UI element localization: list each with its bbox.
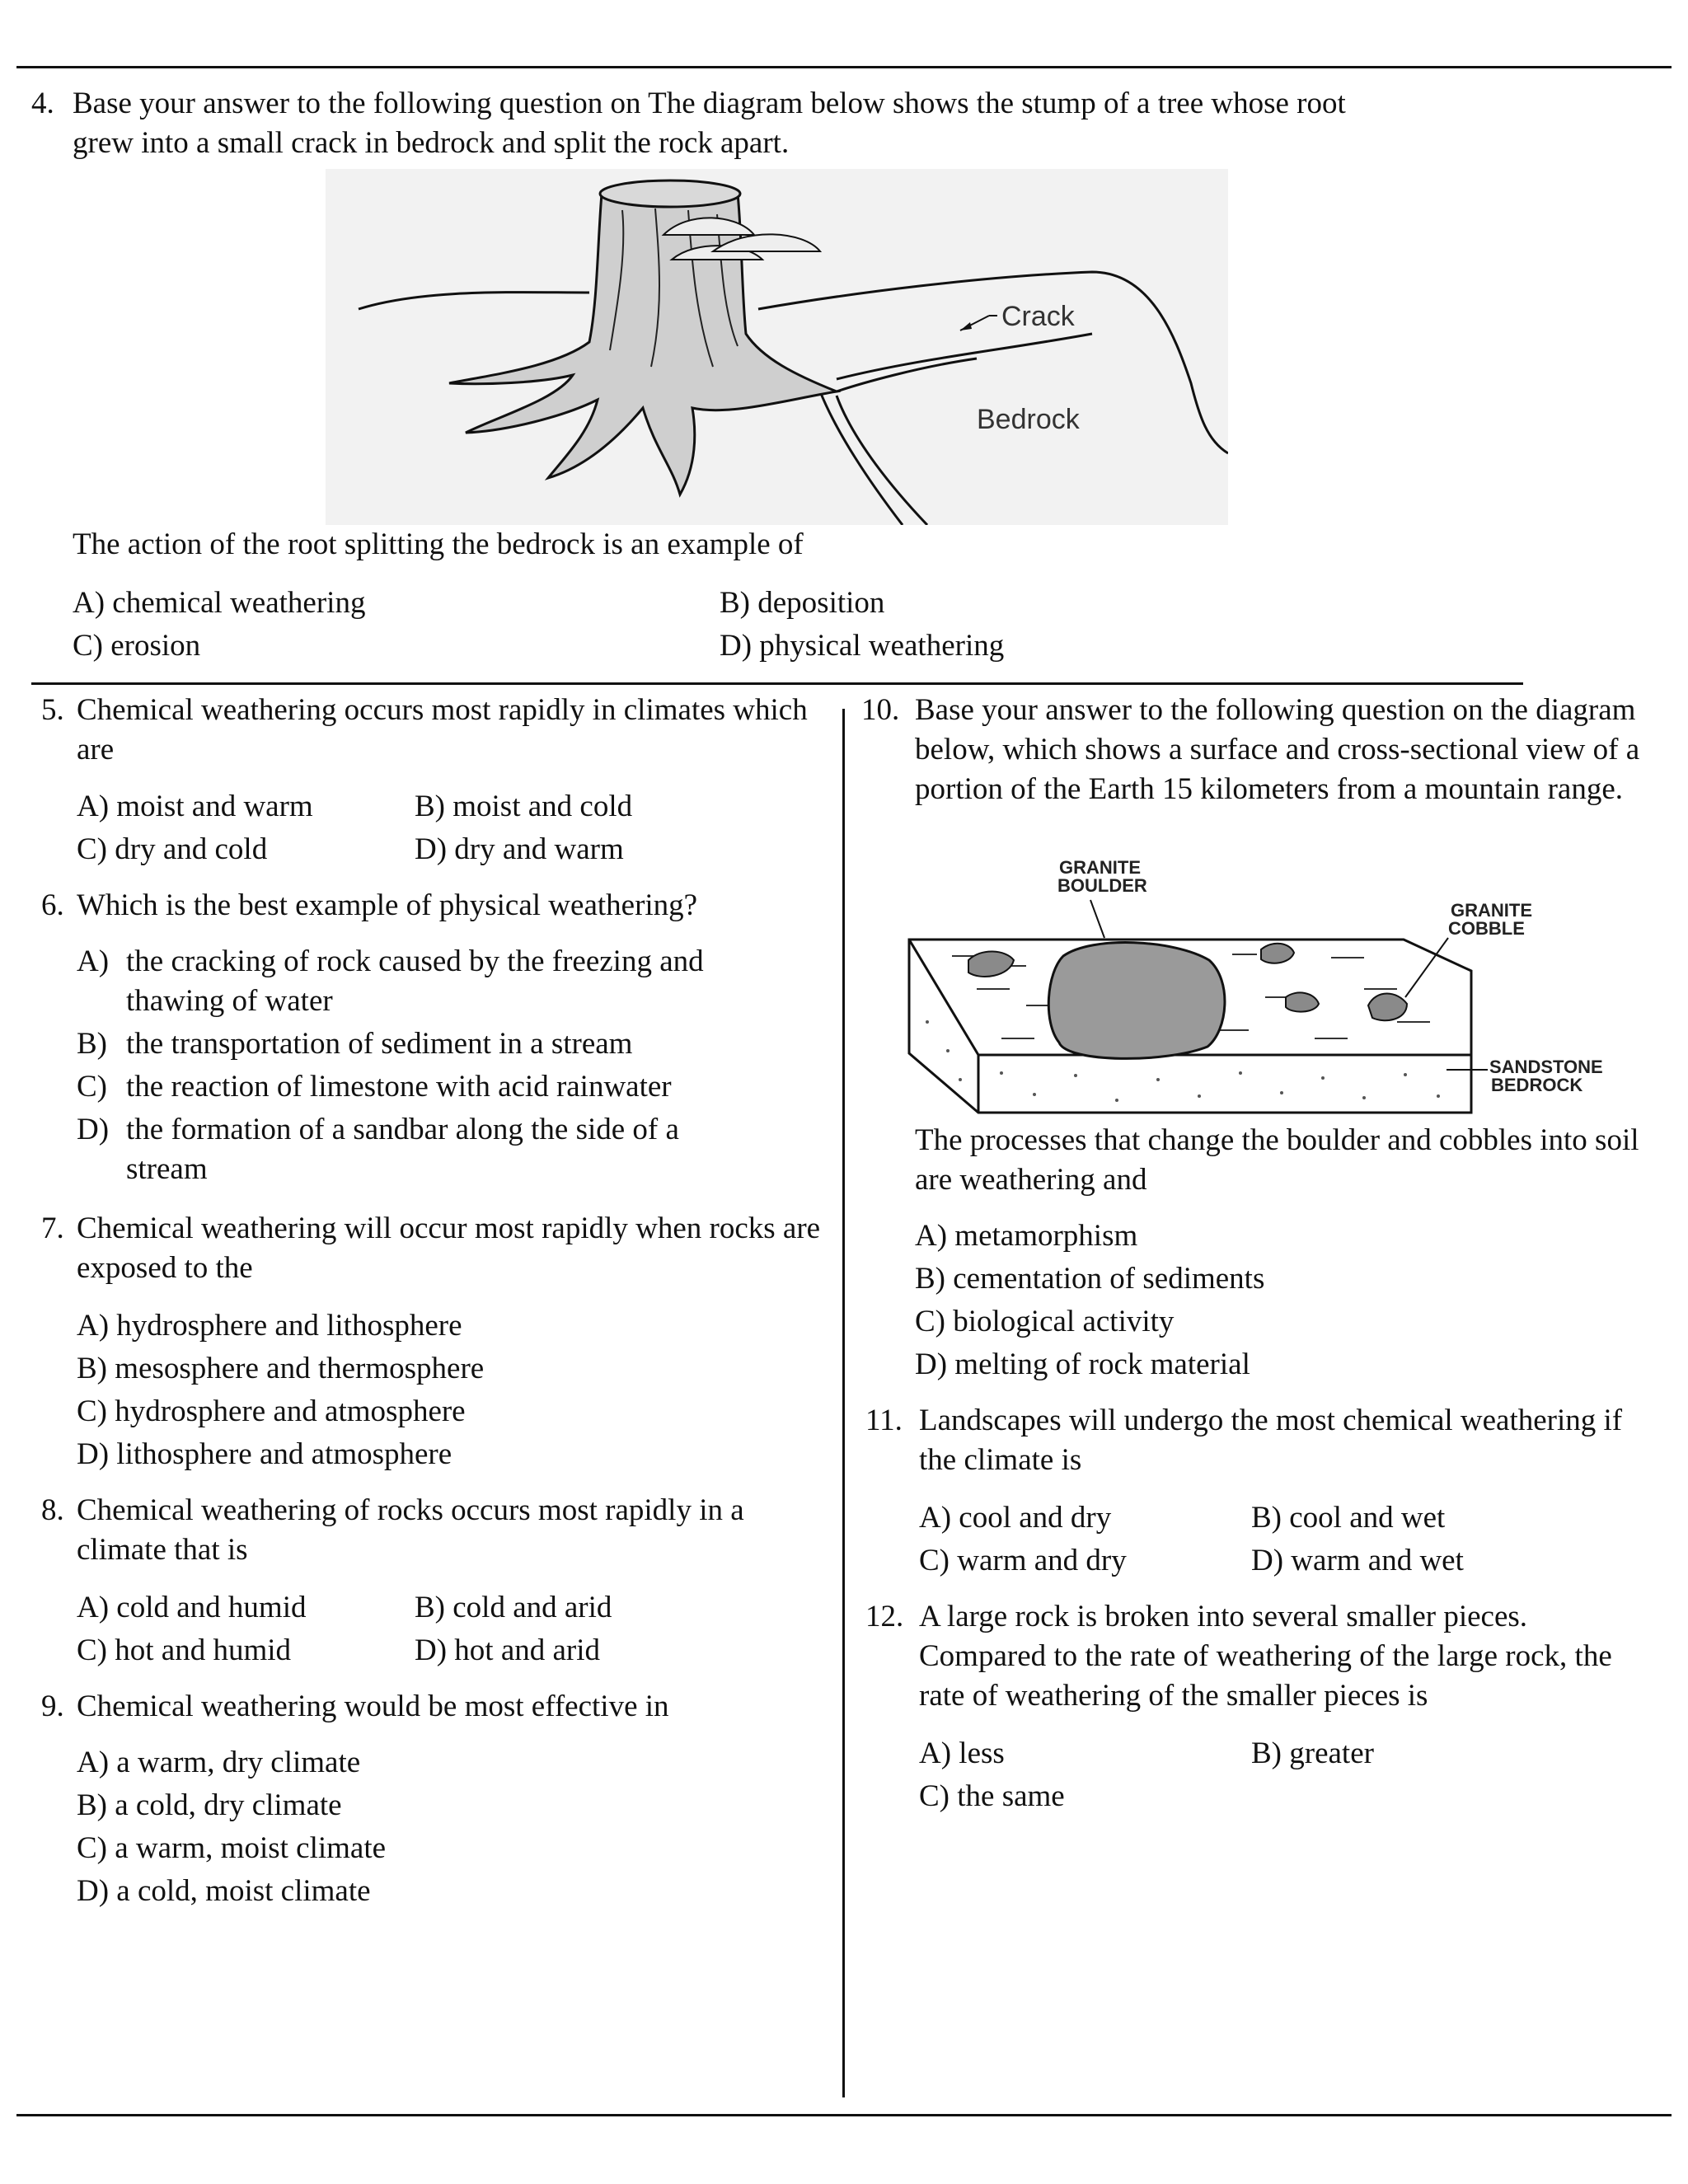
option-letter: A) bbox=[77, 1309, 110, 1343]
answer-option[interactable] bbox=[720, 626, 1004, 666]
option-text: erosion bbox=[110, 629, 201, 663]
granite-boulder-label: GRANITE bbox=[1059, 857, 1141, 878]
answer-option[interactable] bbox=[77, 1786, 342, 1825]
option-letter: C) bbox=[919, 1779, 950, 1813]
option-text: moist and cold bbox=[452, 790, 633, 823]
answer-option[interactable] bbox=[720, 583, 884, 623]
option-text: a warm, moist climate bbox=[115, 1831, 387, 1865]
option-text: a warm, dry climate bbox=[116, 1746, 361, 1779]
bedrock-label: Bedrock bbox=[977, 404, 1080, 435]
answer-option[interactable] bbox=[77, 942, 802, 1021]
option-letter: C) bbox=[915, 1305, 945, 1338]
question-stem-line: grew into a small crack in bedrock and split the rock apart. bbox=[73, 126, 790, 160]
tree-stump-diagram bbox=[326, 169, 1228, 525]
answer-option[interactable] bbox=[73, 626, 200, 666]
option-text: cold and arid bbox=[452, 1591, 612, 1624]
option-text: deposition bbox=[757, 586, 885, 620]
option-letter: D) bbox=[77, 1874, 110, 1908]
answer-option[interactable] bbox=[919, 1734, 1005, 1774]
answer-option[interactable] bbox=[77, 1392, 466, 1432]
option-text: hydrosphere and lithosphere bbox=[116, 1309, 462, 1343]
option-letter: C) bbox=[77, 1633, 107, 1667]
question-stem: Chemical weathering occurs most rapidly in climates which are bbox=[77, 693, 808, 766]
option-text: the formation of a sandbar along the side of a stream bbox=[126, 1113, 679, 1186]
option-letter: B) bbox=[415, 1591, 445, 1624]
question-number: 9. bbox=[41, 1690, 64, 1723]
option-letter: C) bbox=[77, 832, 107, 866]
question-number: 8. bbox=[41, 1493, 64, 1527]
option-text: less bbox=[959, 1736, 1005, 1770]
option-text: biological activity bbox=[953, 1305, 1175, 1338]
option-text: mesosphere and thermosphere bbox=[115, 1352, 485, 1385]
question-4-prompt bbox=[73, 525, 1309, 565]
option-text: cool and wet bbox=[1289, 1501, 1446, 1535]
option-text: warm and dry bbox=[957, 1544, 1127, 1577]
option-letter: C) bbox=[73, 629, 103, 663]
question-number: 10. bbox=[861, 693, 900, 727]
crack-label: Crack bbox=[1001, 301, 1075, 332]
option-letter: A) bbox=[77, 1746, 110, 1779]
option-letter: B) bbox=[1251, 1501, 1282, 1535]
answer-option[interactable] bbox=[415, 830, 624, 869]
question-number: 4. bbox=[31, 87, 54, 120]
answer-option[interactable] bbox=[77, 1306, 462, 1346]
option-letter: B) bbox=[1251, 1736, 1282, 1770]
option-letter: D) bbox=[415, 832, 448, 866]
answer-option[interactable] bbox=[1251, 1734, 1374, 1774]
option-letter: B) bbox=[720, 586, 750, 620]
answer-option[interactable] bbox=[77, 1435, 452, 1474]
option-letter: B) bbox=[77, 1027, 107, 1061]
option-text: cementation of sediments bbox=[953, 1262, 1265, 1296]
answer-option[interactable] bbox=[77, 1024, 802, 1064]
option-text: cold and humid bbox=[116, 1591, 307, 1624]
question-prompt: The action of the root splitting the bedrock is an example of bbox=[73, 527, 804, 561]
answer-option[interactable] bbox=[415, 787, 632, 827]
question-number: 5. bbox=[41, 693, 64, 727]
option-letter: D) bbox=[77, 1437, 110, 1471]
option-letter: B) bbox=[77, 1788, 107, 1822]
question-stem: Landscapes will undergo the most chemical weathering if the climate is bbox=[919, 1404, 1623, 1477]
granite-cobble-label: COBBLE bbox=[1448, 918, 1525, 939]
option-text: cool and dry bbox=[959, 1501, 1112, 1535]
option-letter: C) bbox=[919, 1544, 950, 1577]
sandstone-bedrock-label: SANDSTONE bbox=[1489, 1057, 1603, 1077]
bottom-rule bbox=[16, 2114, 1672, 2116]
option-letter: D) bbox=[720, 629, 753, 663]
option-letter: B) bbox=[415, 790, 445, 823]
option-letter: D) bbox=[77, 1113, 110, 1146]
option-text: hydrosphere and atmosphere bbox=[115, 1394, 466, 1428]
option-text: hot and humid bbox=[115, 1633, 292, 1667]
column-divider bbox=[842, 709, 845, 2097]
answer-option[interactable] bbox=[77, 1872, 371, 1911]
option-letter: D) bbox=[1251, 1544, 1284, 1577]
answer-option[interactable] bbox=[919, 1498, 1111, 1538]
answer-option[interactable] bbox=[915, 1259, 1264, 1299]
option-text: a cold, moist climate bbox=[116, 1874, 371, 1908]
option-text: lithosphere and atmosphere bbox=[116, 1437, 452, 1471]
answer-option[interactable] bbox=[77, 830, 267, 869]
option-text: a cold, dry climate bbox=[115, 1788, 342, 1822]
answer-option[interactable] bbox=[919, 1541, 1127, 1581]
boulder-cobble-diagram bbox=[903, 857, 1628, 1121]
answer-option[interactable] bbox=[919, 1777, 1065, 1816]
sandstone-bedrock-label: BEDROCK bbox=[1491, 1075, 1583, 1095]
option-text: moist and warm bbox=[116, 790, 313, 823]
answer-option[interactable] bbox=[915, 1302, 1174, 1342]
question-number: 12. bbox=[865, 1600, 904, 1633]
option-text: hot and arid bbox=[454, 1633, 601, 1667]
answer-option[interactable] bbox=[77, 1067, 802, 1107]
answer-option[interactable] bbox=[415, 1631, 600, 1671]
question-stem-line: Base your answer to the following question on The diagram below shows the stump of a tree whose root bbox=[73, 87, 1346, 120]
option-letter: C) bbox=[77, 1070, 107, 1104]
answer-option[interactable] bbox=[77, 787, 313, 827]
option-text: melting of rock material bbox=[954, 1347, 1250, 1381]
question-stem: Chemical weathering will occur most rapidly when rocks are exposed to the bbox=[77, 1212, 821, 1285]
option-text: metamorphism bbox=[954, 1219, 1138, 1253]
option-text: the reaction of limestone with acid rainwater bbox=[126, 1070, 672, 1104]
question-stem: Base your answer to the following question on the diagram below, which shows a surface and cross-sectional view of a portion of the Earth 15 kilometers from a mountain range. bbox=[915, 693, 1640, 806]
option-letter: A) bbox=[919, 1501, 952, 1535]
option-letter: A) bbox=[73, 586, 106, 620]
answer-option[interactable] bbox=[1251, 1541, 1464, 1581]
option-letter: C) bbox=[77, 1394, 107, 1428]
question-number: 7. bbox=[41, 1212, 64, 1245]
option-text: dry and warm bbox=[454, 832, 624, 866]
question-stem: Which is the best example of physical weathering? bbox=[77, 888, 698, 922]
top-rule bbox=[16, 66, 1672, 68]
question-number: 11. bbox=[865, 1404, 903, 1437]
answer-option[interactable] bbox=[73, 583, 365, 623]
answer-option[interactable] bbox=[915, 1345, 1250, 1385]
option-letter: D) bbox=[415, 1633, 448, 1667]
option-text: the transportation of sediment in a stream bbox=[126, 1027, 633, 1061]
option-text: greater bbox=[1289, 1736, 1374, 1770]
answer-option[interactable] bbox=[77, 1743, 360, 1783]
option-letter: A) bbox=[77, 1591, 110, 1624]
option-letter: C) bbox=[77, 1831, 107, 1865]
option-text: the cracking of rock caused by the freezing and thawing of water bbox=[126, 944, 704, 1018]
option-text: the same bbox=[957, 1779, 1065, 1813]
answer-option[interactable] bbox=[77, 1631, 291, 1671]
option-letter: D) bbox=[915, 1347, 948, 1381]
granite-cobble-label: GRANITE bbox=[1451, 900, 1532, 921]
option-letter: A) bbox=[77, 790, 110, 823]
question-10-prompt bbox=[915, 1121, 1657, 1200]
option-letter: B) bbox=[77, 1352, 107, 1385]
option-letter: A) bbox=[77, 944, 110, 978]
answer-option[interactable] bbox=[77, 1588, 306, 1628]
answer-option[interactable] bbox=[915, 1216, 1137, 1256]
question-stem: Chemical weathering of rocks occurs most rapidly in a climate that is bbox=[77, 1493, 744, 1567]
question-stem: Chemical weathering would be most effective in bbox=[77, 1690, 669, 1723]
section-rule bbox=[31, 682, 1523, 685]
option-letter: B) bbox=[915, 1262, 945, 1296]
question-stem: A large rock is broken into several smaller pieces. Compared to the rate of weathering of the large rock, the rate of weathering of the smaller pieces is bbox=[919, 1600, 1612, 1713]
answer-option[interactable] bbox=[77, 1110, 753, 1189]
answer-option[interactable] bbox=[415, 1588, 612, 1628]
option-text: dry and cold bbox=[115, 832, 268, 866]
granite-boulder-label: BOULDER bbox=[1057, 875, 1147, 896]
option-text: chemical weathering bbox=[112, 586, 366, 620]
answer-option[interactable] bbox=[1251, 1498, 1445, 1538]
question-number: 6. bbox=[41, 888, 64, 922]
option-text: physical weathering bbox=[759, 629, 1005, 663]
question-prompt: The processes that change the boulder and cobbles into soil are weathering and bbox=[915, 1123, 1639, 1197]
answer-option[interactable] bbox=[77, 1829, 386, 1868]
option-letter: A) bbox=[915, 1219, 948, 1253]
option-letter: A) bbox=[919, 1736, 952, 1770]
option-text: warm and wet bbox=[1291, 1544, 1464, 1577]
answer-option[interactable] bbox=[77, 1349, 484, 1389]
